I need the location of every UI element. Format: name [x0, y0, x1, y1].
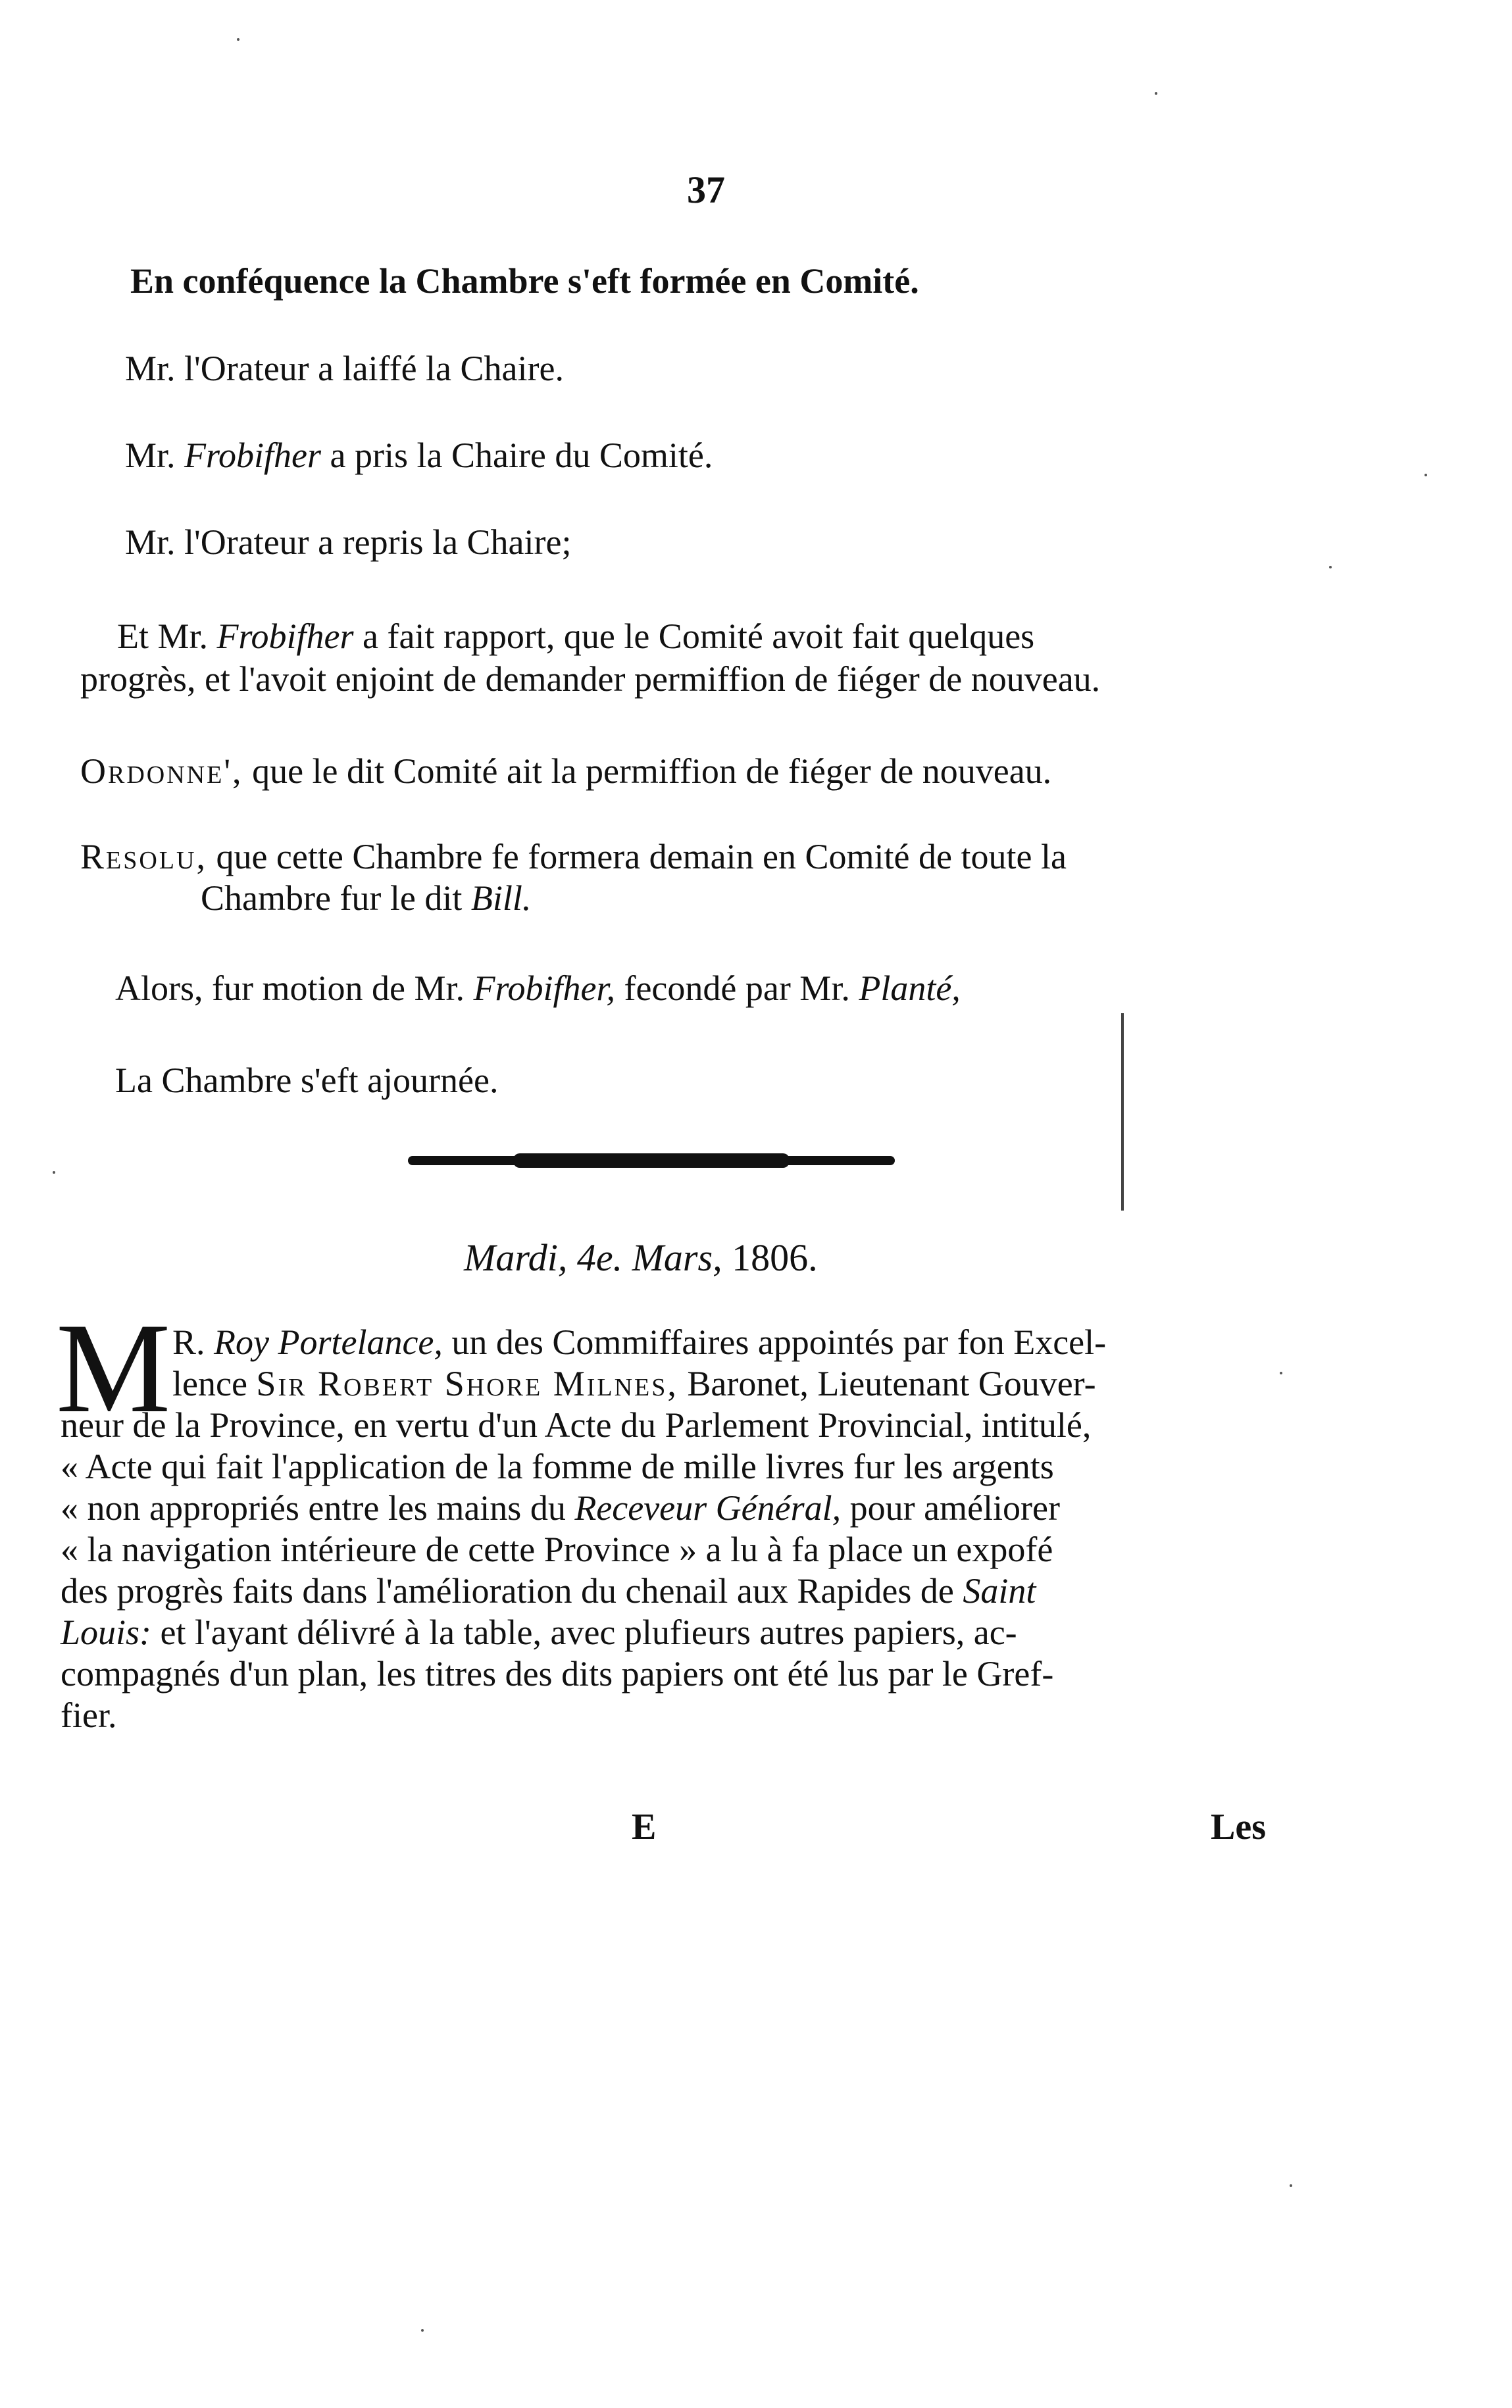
- text-fragment: Alors, fur motion de Mr.: [115, 968, 474, 1008]
- para-line-2: [172, 1363, 1096, 1405]
- scan-speck: [237, 38, 239, 41]
- place-name: Louis:: [61, 1613, 152, 1652]
- bill-word: Bill.: [470, 878, 532, 918]
- text-fragment: pour améliorer: [841, 1488, 1060, 1528]
- resolu-label: Resolu,: [80, 837, 207, 876]
- date-heading: [464, 1237, 818, 1279]
- date-num: 4e.: [567, 1236, 632, 1279]
- date-month: Mars,: [632, 1236, 722, 1279]
- para-line-5: [61, 1487, 1060, 1529]
- text-fragment: fecondé par Mr.: [615, 968, 859, 1008]
- text-line-11: La Chambre s'eft ajournée.: [115, 1061, 499, 1100]
- text-fragment: Mr.: [125, 436, 185, 475]
- scan-speck: [1290, 2184, 1292, 2187]
- scan-speck: [421, 2329, 424, 2332]
- text-fragment: a pris la Chaire du Comité.: [321, 436, 713, 475]
- para-line-10: fier.: [61, 1695, 117, 1735]
- text-fragment: « non appropriés entre les mains du: [61, 1488, 575, 1528]
- scan-speck: [1329, 566, 1332, 568]
- text-fragment: lence: [172, 1364, 257, 1403]
- catchword: Les: [1211, 1807, 1266, 1847]
- person-name: Frobifher: [216, 616, 354, 656]
- text-fragment: que le dit Comité ait la permiffion de fiéger de nouveau.: [243, 751, 1052, 791]
- para-line-7: [61, 1570, 1036, 1612]
- text-line-4: Mr. l'Orateur a repris la Chaire;: [125, 522, 572, 562]
- person-name: Sir Robert Shore Milnes,: [256, 1364, 678, 1403]
- text-fragment: Chambre fur le dit: [201, 878, 471, 918]
- scan-speck: [1424, 474, 1427, 476]
- scan-artifact-line: [1121, 1013, 1124, 1211]
- date-year: 1806.: [722, 1236, 818, 1279]
- signature-mark: E: [632, 1807, 657, 1847]
- text-fragment: R.: [172, 1322, 214, 1362]
- text-line-2: Mr. l'Orateur a laiffé la Chaire.: [125, 349, 564, 388]
- para-line-1: [172, 1321, 1106, 1363]
- text-line-1: En conféquence la Chambre s'eft formée en Comité.: [130, 261, 919, 301]
- para-line-3: neur de la Province, en vertu d'un Acte du Parlement Provincial, intitulé,: [61, 1405, 1092, 1445]
- date-day: Mardi,: [464, 1236, 568, 1279]
- scan-speck: [1155, 92, 1157, 95]
- text-line-8: [80, 836, 1067, 878]
- text-fragment: Et Mr.: [117, 616, 217, 656]
- para-line-8: [61, 1611, 1017, 1653]
- drop-cap: M: [56, 1297, 171, 1440]
- ordonne-label: Ordonne',: [80, 751, 243, 791]
- para-line-6: « la navigation intérieure de cette Province » a lu à fa place un expofé: [61, 1530, 1053, 1569]
- person-name: Frobifher: [184, 436, 322, 475]
- text-line-7: [80, 750, 1051, 792]
- para-line-9: compagnés d'un plan, les titres des dits papiers ont été lus par le Gref-: [61, 1654, 1054, 1693]
- text-line-6: progrès, et l'avoit enjoint de demander permiffion de fiéger de nouveau.: [80, 659, 1101, 699]
- text-fragment: et l'ayant délivré à la table, avec plufieurs autres papiers, ac-: [151, 1613, 1017, 1652]
- place-name: Saint: [963, 1571, 1036, 1611]
- text-fragment: que cette Chambre fe formera demain en Comité de toute la: [207, 837, 1067, 876]
- page-number: 37: [687, 168, 725, 211]
- office-title: Receveur Général,: [574, 1488, 842, 1528]
- section-divider: [408, 1156, 895, 1165]
- scan-speck: [53, 1171, 55, 1174]
- text-line-5: [117, 615, 1034, 657]
- text-fragment: des progrès faits dans l'amélioration du chenail aux Rapides de: [61, 1571, 963, 1611]
- para-line-4: « Acte qui fait l'application de la fomme de mille livres fur les argents: [61, 1447, 1054, 1486]
- text-fragment: Baronet, Lieutenant Gouver-: [678, 1364, 1096, 1403]
- person-name: Planté,: [859, 968, 961, 1008]
- person-name: Roy Portelance,: [214, 1322, 443, 1362]
- person-name: Frobifher,: [473, 968, 615, 1008]
- text-fragment: a fait rapport, que le Comité avoit fait quelques: [353, 616, 1035, 656]
- text-line-10: [115, 967, 961, 1009]
- text-fragment: un des Commiffaires appointés par fon Excel-: [442, 1322, 1107, 1362]
- text-line-3: [125, 434, 713, 476]
- scan-speck: [1280, 1372, 1282, 1374]
- text-line-9: [201, 877, 531, 919]
